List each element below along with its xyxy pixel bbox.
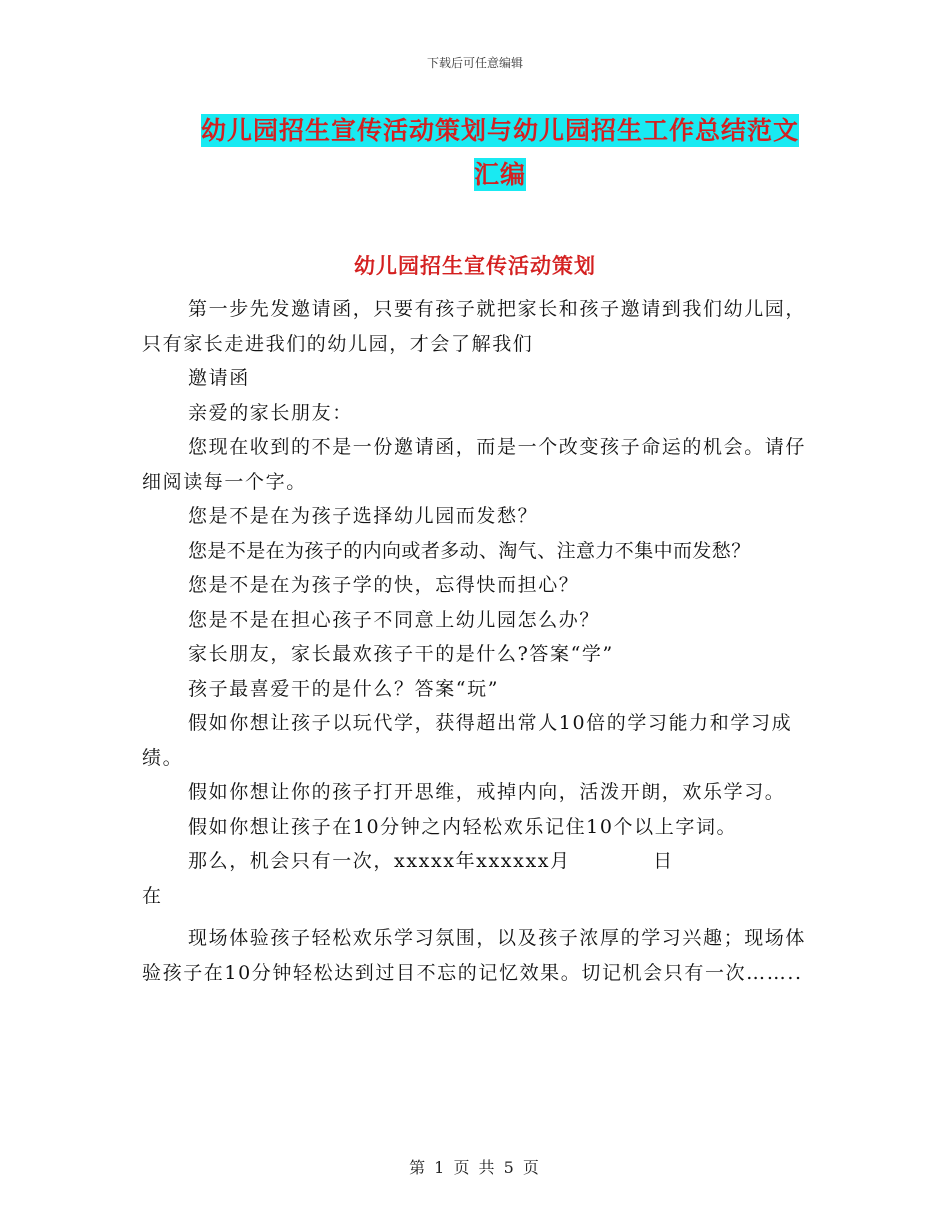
paragraph: 假如你想让你的孩子打开思维，戒掉内向，活泼开朗，欢乐学习。 [188, 781, 786, 803]
paragraph: 您是不是在为孩子学的快，忘得快而担心？ [188, 574, 580, 596]
paragraph: 在 [142, 884, 163, 907]
paragraph: 假如你想让孩子以玩代学，获得超出常人10倍的学习能力和学习成绩。 [142, 712, 793, 769]
paragraph: 邀请函 [188, 367, 250, 389]
paragraph: 第一步先发邀请函，只要有孩子就把家长和孩子邀请到我们幼儿园，只有家长走进我们的幼儿园，才会了解我们 [142, 298, 807, 355]
paragraph: 您是不是在为孩子的内向或者多动、淘气、注意力不集中而发愁？ [188, 539, 751, 562]
section-heading: 幼儿园招生宣传活动策划 [354, 254, 596, 278]
document-title-line-2: 汇编 [473, 160, 526, 189]
paragraph: 那么，机会只有一次，xxxxx年xxxxxx月 日 [188, 850, 674, 872]
paragraph: 孩子最喜爱干的是什么？答案“玩” [188, 677, 500, 700]
paragraph: 您现在收到的不是一份邀请函，而是一个改变孩子命运的机会。请仔细阅读每一个字。 [142, 436, 807, 493]
paragraph: 亲爱的家长朋友： [188, 401, 353, 424]
paragraph: 现场体验孩子轻松欢乐学习氛围，以及孩子浓厚的学习兴趣；现场体验孩子在10分钟轻松达到过目不忘的记忆效果。切记机会只有一次…….. [142, 927, 807, 984]
paragraph: 家长朋友，家长最欢孩子干的是什么?答案“学” [188, 643, 614, 665]
paragraph: 假如你想让孩子在10分钟之内轻松欢乐记住10个以上字词。 [188, 815, 738, 838]
page-header: 下载后可任意编辑 [426, 56, 523, 70]
document-title-line-1: 幼儿园招生宣传活动策划与幼儿园招生工作总结范文 [200, 116, 799, 145]
document-body [142, 292, 812, 990]
page-footer: 第 1 页 共 5 页 [409, 1158, 541, 1177]
paragraph: 您是不是在担心孩子不同意上幼儿园怎么办？ [188, 608, 601, 631]
spacer [142, 913, 812, 921]
paragraph: 您是不是在为孩子选择幼儿园而发愁？ [188, 505, 539, 527]
